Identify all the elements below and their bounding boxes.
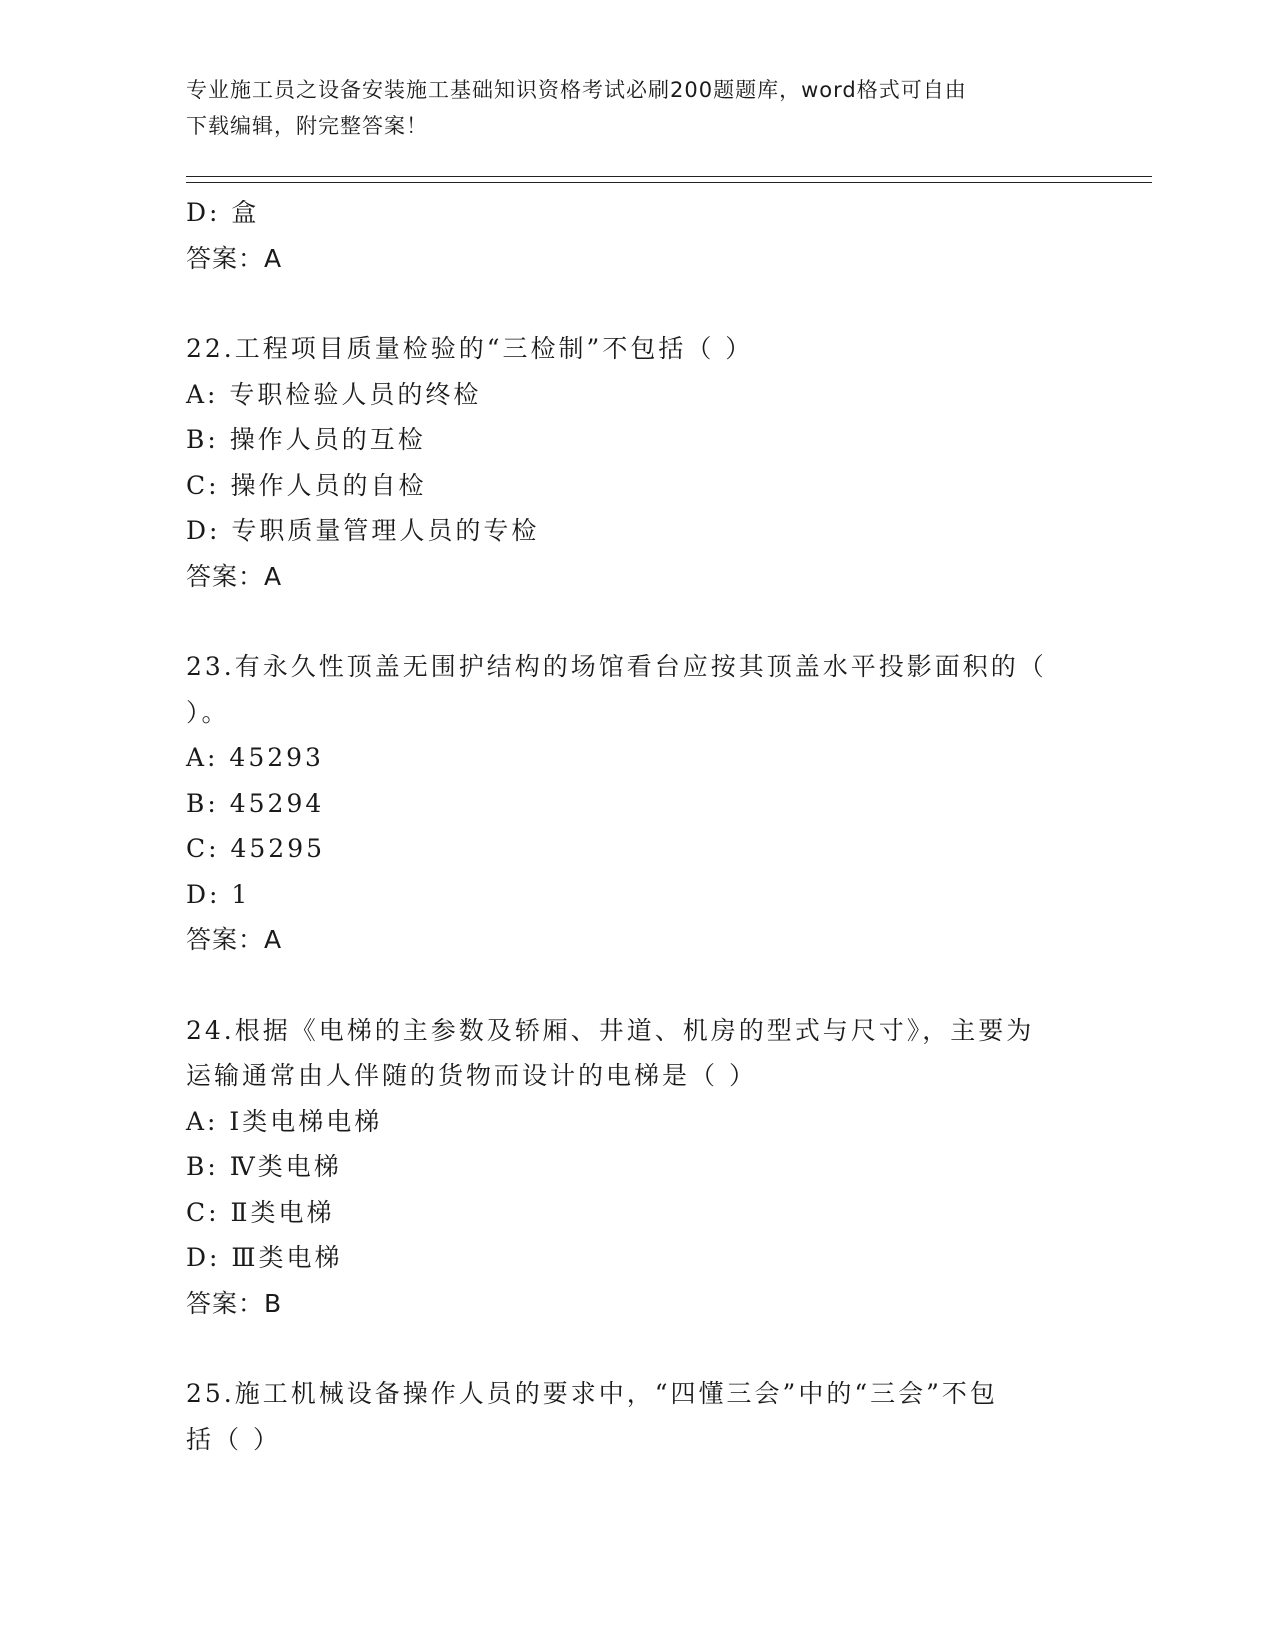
header-line-2: 下载编辑，附完整答案！ <box>186 114 428 138</box>
option-c: C: 操作人员的自检 <box>186 470 427 500</box>
option-a: A: 45293 <box>186 743 324 772</box>
question-stem: 22.工程项目质量检验的“三检制”不包括（ ） <box>186 334 754 363</box>
question-stem: 23.有永久性顶盖无围护结构的场馆看台应按其顶盖水平投影面积的（ <box>186 652 1047 681</box>
question-block <box>186 1371 1086 1462</box>
answer-line: 答案：B <box>186 1288 283 1318</box>
option-c: C: Ⅱ类电梯 <box>186 1197 335 1227</box>
option-b: B: Ⅳ类电梯 <box>186 1152 342 1181</box>
question-list <box>186 190 1086 1462</box>
option-d: D: Ⅲ类电梯 <box>186 1243 343 1272</box>
question-block <box>186 644 1086 963</box>
option-b: B: 45294 <box>186 788 325 818</box>
question-stem-cont: ）。 <box>186 697 230 727</box>
option-d: D: 1 <box>186 879 251 909</box>
answer-line: 答案：A <box>186 243 283 273</box>
option-d: D: 盒 <box>186 198 260 227</box>
document-header <box>186 72 1086 144</box>
question-stem-cont: 运输通常由人伴随的货物而设计的电梯是（ ） <box>186 1061 757 1090</box>
question-stem: 24.根据《电梯的主参数及轿厢、井道、机房的型式与尺寸》，主要为 <box>186 1015 1035 1045</box>
question-stem: 25.施工机械设备操作人员的要求中，“四懂三会”中的“三会”不包 <box>186 1379 998 1408</box>
option-a: A: Ⅰ类电梯电梯 <box>186 1106 383 1136</box>
question-block <box>186 1008 1086 1327</box>
header-line-1: 专业施工员之设备安装施工基础知识资格考试必刷200题题库，word格式可自由 <box>186 78 967 102</box>
option-c: C: 45295 <box>186 834 326 863</box>
option-a: A: 专职检验人员的终检 <box>186 379 482 409</box>
header-divider-top <box>186 176 1152 177</box>
answer-line: 答案：A <box>186 925 283 954</box>
question-stem-cont: 括（ ） <box>186 1424 281 1454</box>
question-block <box>186 326 1086 599</box>
header-divider-bottom <box>186 182 1152 183</box>
option-d: D: 专职质量管理人员的专检 <box>186 516 540 545</box>
answer-line: 答案：A <box>186 561 283 591</box>
option-b: B: 操作人员的互检 <box>186 425 426 454</box>
